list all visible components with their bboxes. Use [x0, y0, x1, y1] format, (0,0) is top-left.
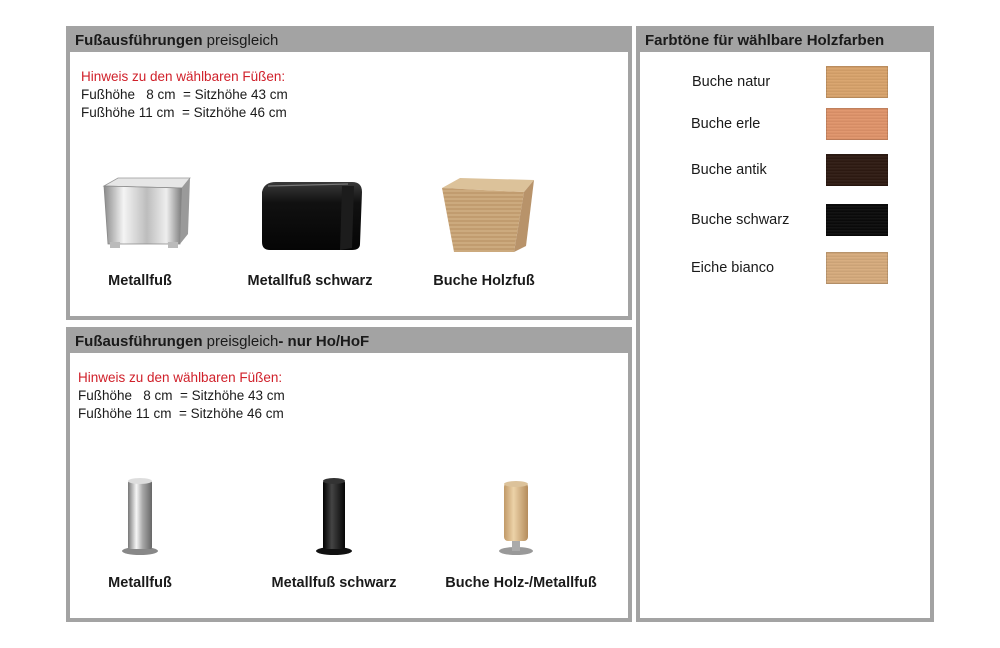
- swatch-row: [640, 66, 930, 100]
- black-cylinder-foot-image: [314, 477, 354, 557]
- chrome-cylinder-foot-image: [120, 477, 160, 557]
- foot-label-3: Buche Holzfuß: [433, 273, 535, 289]
- feet-height-note: [78, 369, 285, 423]
- swatch-row: [640, 108, 930, 142]
- panel-title: Farbtöne für wählbare Holzfarben: [640, 30, 930, 52]
- swatch-name: Buche antik: [691, 162, 767, 178]
- swatch-row: [640, 154, 930, 188]
- note-line-1: Fußhöhe 8 cm = Sitzhöhe 43 cm: [81, 87, 288, 102]
- swatch-buche-erle: [826, 108, 888, 140]
- panel-title-rest: preisgleich: [202, 32, 279, 49]
- foot-label-1: Metallfuß: [108, 575, 172, 591]
- swatch-buche-natur: [826, 66, 888, 98]
- note-heading: Hinweis zu den wählbaren Füßen:: [81, 69, 286, 84]
- swatch-buche-schwarz: [826, 204, 888, 236]
- panel-title-rest: preisgleich: [202, 333, 279, 350]
- swatch-buche-antik: [826, 154, 888, 186]
- note-heading: Hinweis zu den wählbaren Füßen:: [78, 370, 283, 385]
- panel-title-bold: Fußausführungen: [75, 333, 203, 350]
- swatch-row: [640, 252, 930, 286]
- feet-height-note: [81, 68, 288, 122]
- swatch-name: Buche schwarz: [691, 212, 790, 228]
- foot-label-2: Metallfuß schwarz: [247, 273, 373, 289]
- panel-title: [70, 331, 628, 353]
- wood-colors-panel: [636, 26, 934, 622]
- swatch-eiche-bianco: [826, 252, 888, 284]
- panel-title-suffix: - nur Ho/HoF: [278, 333, 370, 350]
- foot-label-3: Buche Holz-/Metallfuß: [445, 575, 597, 591]
- feet-panel-ho-hof: [66, 327, 632, 622]
- black-block-foot-image: [256, 178, 366, 254]
- note-line-2: Fußhöhe 11 cm = Sitzhöhe 46 cm: [81, 105, 287, 120]
- feet-panel-standard: [66, 26, 632, 320]
- panel-title-bold: Fußausführungen: [75, 32, 203, 49]
- swatch-name: Eiche bianco: [691, 260, 775, 276]
- swatch-row: [640, 204, 930, 238]
- foot-label-1: Metallfuß: [108, 273, 172, 289]
- swatch-name: Buche natur: [692, 74, 771, 90]
- wood-block-foot-image: [438, 176, 538, 256]
- swatch-name: Buche erle: [691, 116, 761, 132]
- foot-label-2: Metallfuß schwarz: [271, 575, 397, 591]
- note-line-2: Fußhöhe 11 cm = Sitzhöhe 46 cm: [78, 406, 284, 421]
- chrome-block-foot-image: [98, 176, 192, 252]
- note-line-1: Fußhöhe 8 cm = Sitzhöhe 43 cm: [78, 388, 285, 403]
- wood-cylinder-foot-image: [496, 479, 536, 557]
- panel-title: [70, 30, 628, 52]
